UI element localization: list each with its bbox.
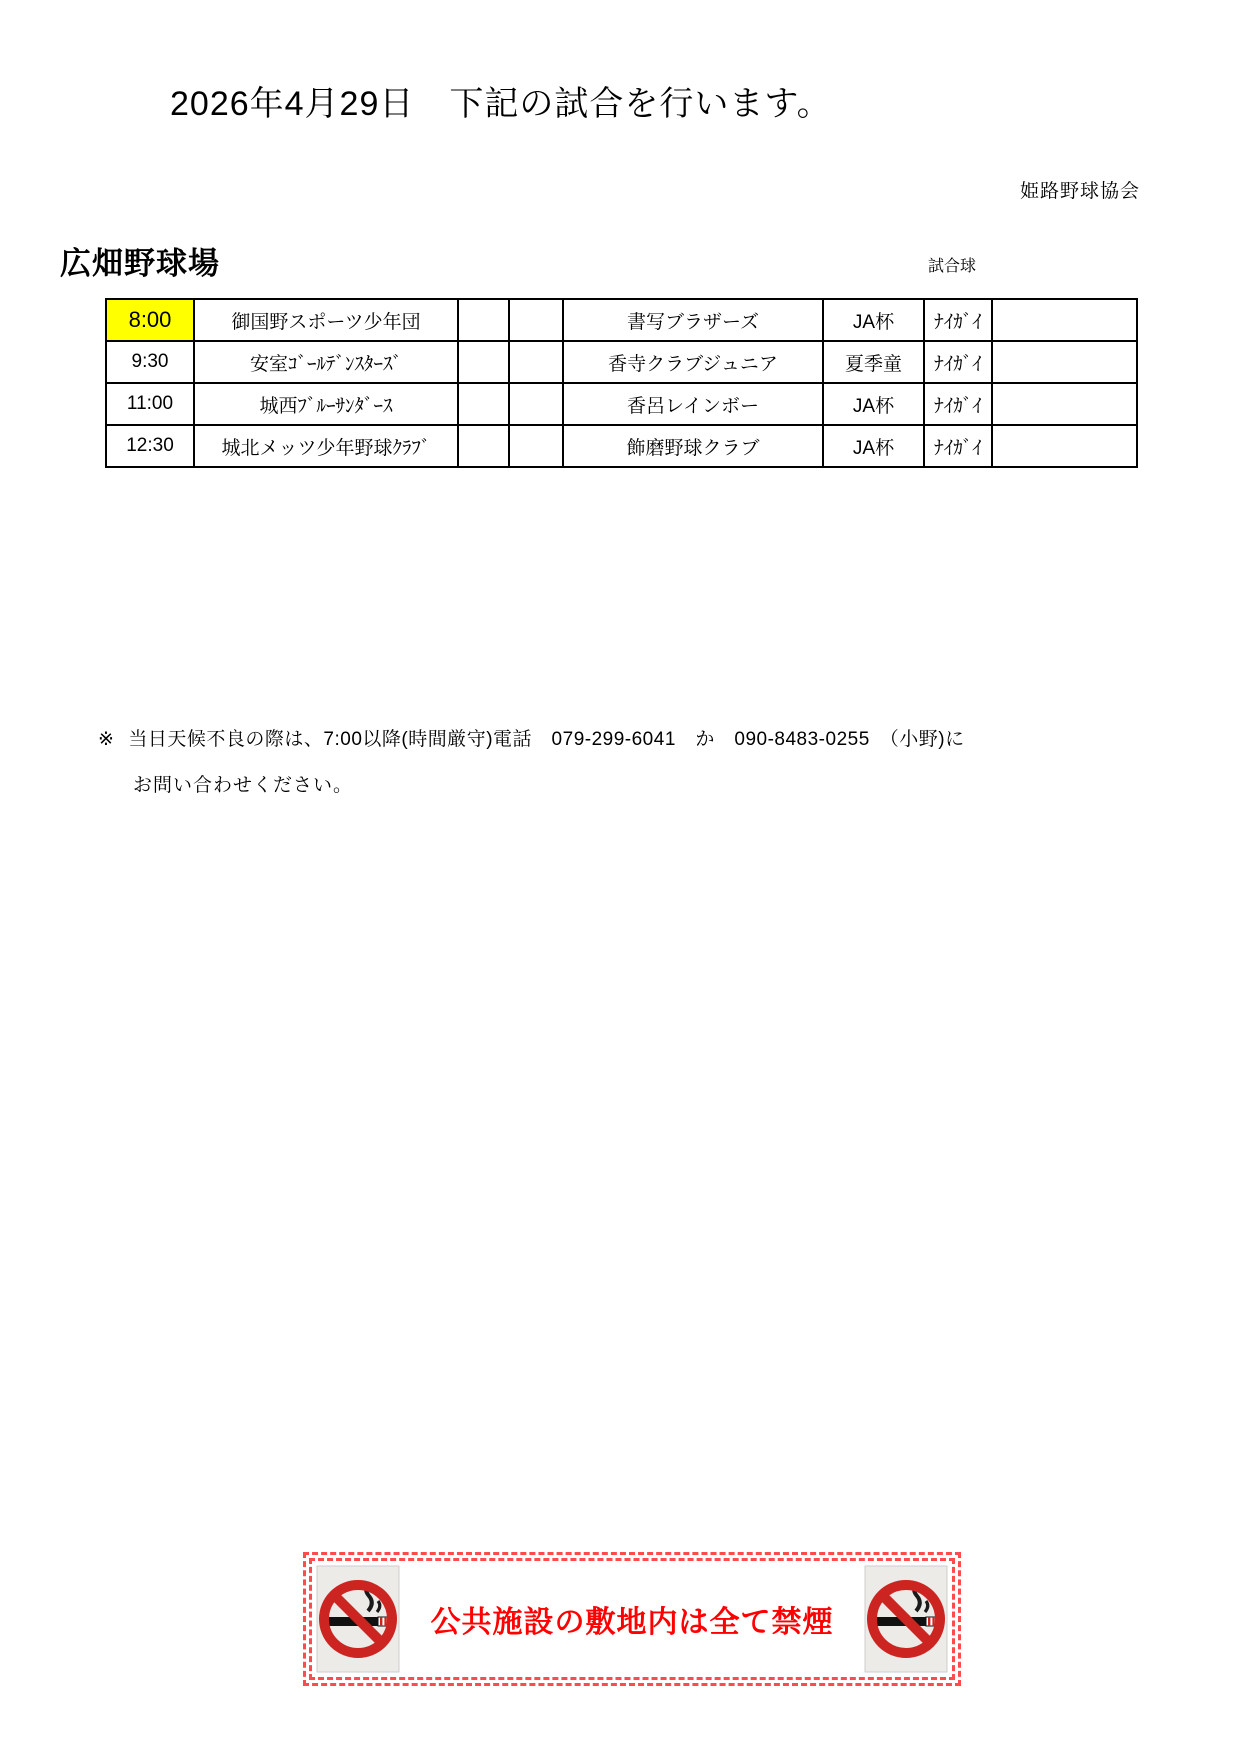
no-smoking-text: 公共施設の敷地内は全て禁煙 — [430, 1606, 834, 1639]
home-team: 城北メッツ少年野球ｸﾗﾌﾞ — [194, 425, 458, 467]
score-cell — [509, 341, 563, 383]
empty-cell — [992, 425, 1137, 467]
organization-name: 姫路野球協会 — [1019, 181, 1140, 202]
schedule-table — [105, 298, 1138, 468]
tournament-name: JA杯 — [823, 299, 924, 341]
weather-notice — [98, 724, 965, 751]
game-time: 12:30 — [106, 425, 194, 467]
table-row — [106, 341, 1137, 383]
score-cell — [509, 383, 563, 425]
empty-cell — [992, 341, 1137, 383]
game-time: 8:00 — [106, 299, 194, 341]
away-team: 香寺クラブジュニア — [563, 341, 823, 383]
no-smoking-banner — [303, 1552, 961, 1686]
home-team: 安室ｺﾞｰﾙﾃﾞﾝｽﾀｰｽﾞ — [194, 341, 458, 383]
score-cell — [509, 299, 563, 341]
empty-cell — [992, 299, 1137, 341]
tournament-name: JA杯 — [823, 383, 924, 425]
away-team: 香呂レインボー — [563, 383, 823, 425]
table-row — [106, 299, 1137, 341]
score-cell — [509, 425, 563, 467]
no-smoking-icon — [864, 1565, 948, 1673]
home-team: 城西ﾌﾞﾙｰｻﾝﾀﾞｰｽ — [194, 383, 458, 425]
away-team: 飾磨野球クラブ — [563, 425, 823, 467]
away-team: 書写ブラザーズ — [563, 299, 823, 341]
notice-line1: 当日天候不良の際は、7:00以降(時間厳守)電話 079-299-6041 か 090-8483-0255 （小野)に — [128, 729, 965, 750]
tournament-name: 夏季童 — [823, 341, 924, 383]
table-row — [106, 383, 1137, 425]
tournament-name: JA杯 — [823, 425, 924, 467]
ball-brand: ﾅｲｶﾞｲ — [924, 383, 992, 425]
game-time: 11:00 — [106, 383, 194, 425]
notice-line2: お問い合わせください。 — [133, 775, 354, 796]
ball-column-label: 試合球 — [928, 258, 977, 275]
home-team: 御国野スポーツ少年団 — [194, 299, 458, 341]
game-time: 9:30 — [106, 341, 194, 383]
notice-marker: ※ — [98, 729, 115, 750]
empty-cell — [992, 383, 1137, 425]
ball-brand: ﾅｲｶﾞｲ — [924, 425, 992, 467]
page-title: 2026年4月29日 下記の試合を行います。 — [170, 85, 832, 123]
score-cell — [458, 299, 509, 341]
ball-brand: ﾅｲｶﾞｲ — [924, 341, 992, 383]
score-cell — [458, 383, 509, 425]
ball-brand: ﾅｲｶﾞｲ — [924, 299, 992, 341]
table-row — [106, 425, 1137, 467]
score-cell — [458, 341, 509, 383]
venue-name: 広畑野球場 — [60, 246, 220, 281]
no-smoking-icon — [316, 1565, 400, 1673]
score-cell — [458, 425, 509, 467]
